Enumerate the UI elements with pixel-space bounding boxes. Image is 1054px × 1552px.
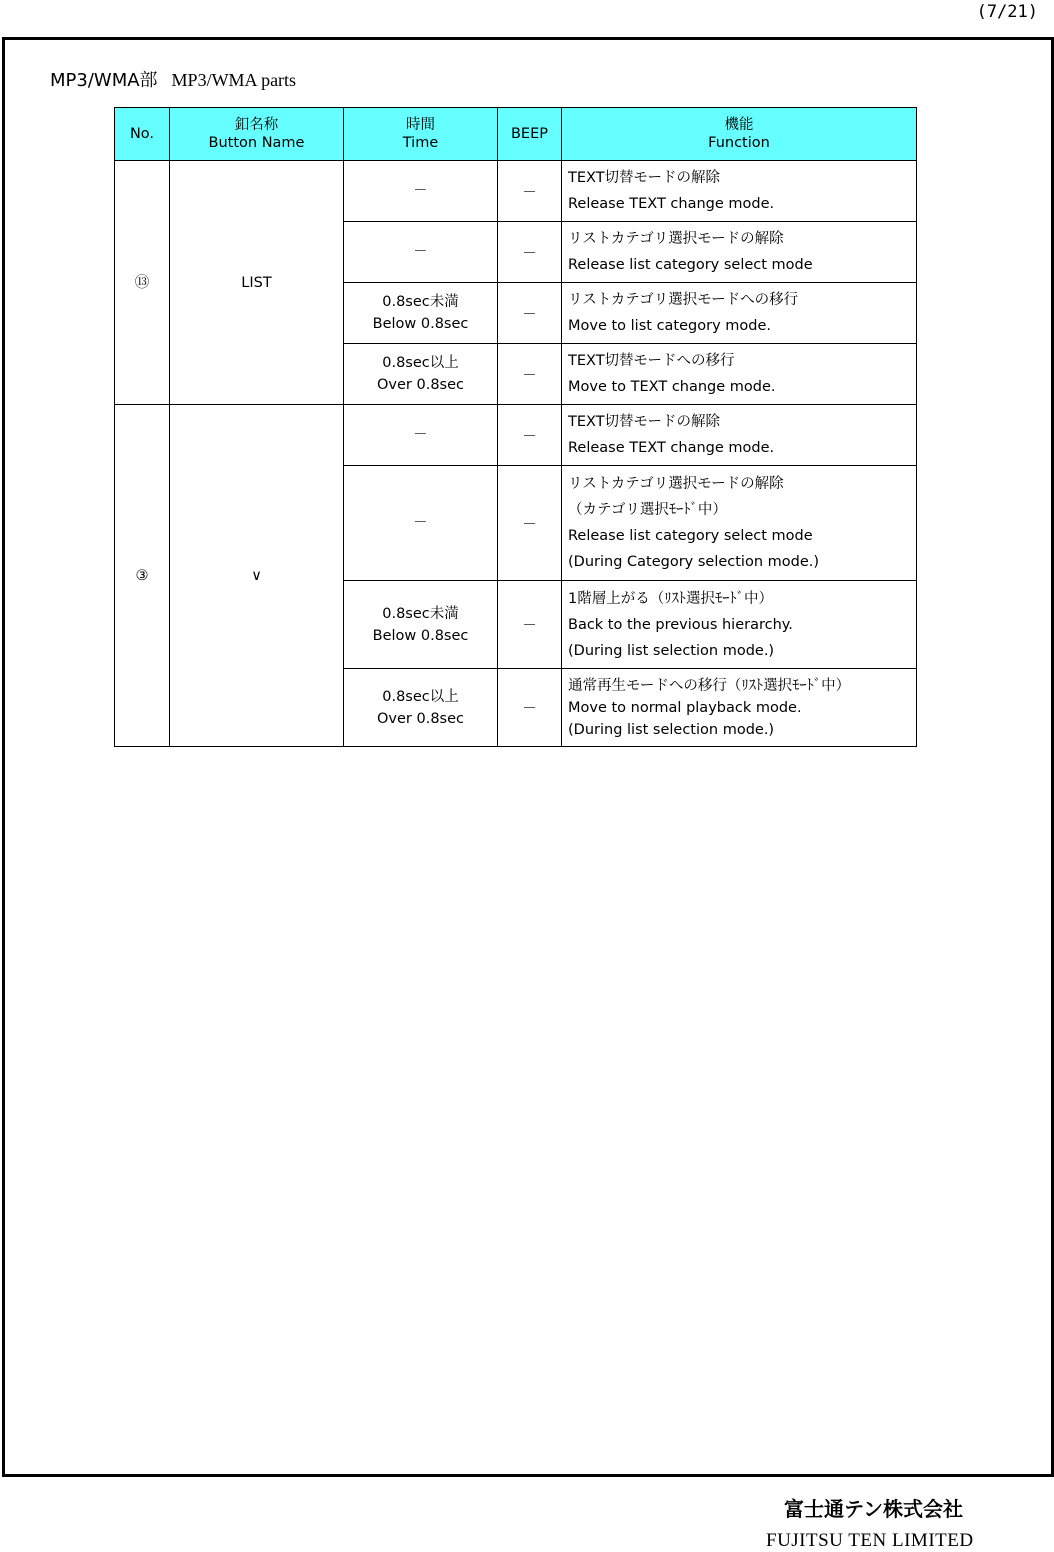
beep-cell: － xyxy=(498,581,562,669)
beep-cell: － xyxy=(498,405,562,466)
beep-cell: － xyxy=(498,222,562,283)
company-name-jp: 富士通テン株式会社 xyxy=(784,1497,963,1521)
time-cell: － xyxy=(344,161,498,222)
time-cell: － xyxy=(344,222,498,283)
beep-cell: － xyxy=(498,669,562,747)
header-beep: BEEP xyxy=(498,108,562,161)
button-spec-table xyxy=(114,107,917,747)
beep-cell: － xyxy=(498,466,562,581)
time-cell: － xyxy=(344,405,498,466)
function-cell: TEXT切替モードへの移行 Move to TEXT change mode. xyxy=(562,344,917,405)
header-time: 時間 Time xyxy=(344,108,498,161)
function-cell: リストカテゴリ選択モードへの移行 Move to list category mode. xyxy=(562,283,917,344)
time-cell: 0.8sec以上 Over 0.8sec xyxy=(344,669,498,747)
function-cell: TEXT切替モードの解除 Release TEXT change mode. xyxy=(562,161,917,222)
page-number: (7/21) xyxy=(976,2,1038,22)
row-number: ⑬ xyxy=(115,161,170,405)
row-number: ③ xyxy=(115,405,170,747)
table-row xyxy=(115,405,917,466)
function-cell: リストカテゴリ選択モードの解除 （カテゴリ選択ﾓｰﾄﾞ中） Release list category select mode (During Category selection mode.) xyxy=(562,466,917,581)
function-cell: TEXT切替モードの解除 Release TEXT change mode. xyxy=(562,405,917,466)
section-title-jp: MP3/WMA部 xyxy=(50,70,158,91)
time-cell: 0.8sec以上 Over 0.8sec xyxy=(344,344,498,405)
function-cell: 1階層上がる（ﾘｽﾄ選択ﾓｰﾄﾞ中） Back to the previous hierarchy. (During list selection mode.) xyxy=(562,581,917,669)
section-title-en: MP3/WMA parts xyxy=(171,70,297,90)
header-no: No. xyxy=(115,108,170,161)
header-button-name: 釦名称 Button Name xyxy=(170,108,344,161)
company-name-en: FUJITSU TEN LIMITED xyxy=(766,1530,974,1551)
beep-cell: － xyxy=(498,161,562,222)
time-cell: 0.8sec未満 Below 0.8sec xyxy=(344,283,498,344)
function-cell: リストカテゴリ選択モードの解除 Release list category select mode xyxy=(562,222,917,283)
beep-cell: － xyxy=(498,344,562,405)
table-row xyxy=(115,161,917,222)
table-header-row xyxy=(115,108,917,161)
beep-cell: － xyxy=(498,283,562,344)
header-function: 機能 Function xyxy=(562,108,917,161)
button-name: LIST xyxy=(170,161,344,405)
section-title xyxy=(50,66,296,92)
time-cell: － xyxy=(344,466,498,581)
button-name: ∨ xyxy=(170,405,344,747)
time-cell: 0.8sec未満 Below 0.8sec xyxy=(344,581,498,669)
function-cell: 通常再生モードへの移行（ﾘｽﾄ選択ﾓｰﾄﾞ中） Move to normal playback mode. (During list selection mode.) xyxy=(562,669,917,747)
